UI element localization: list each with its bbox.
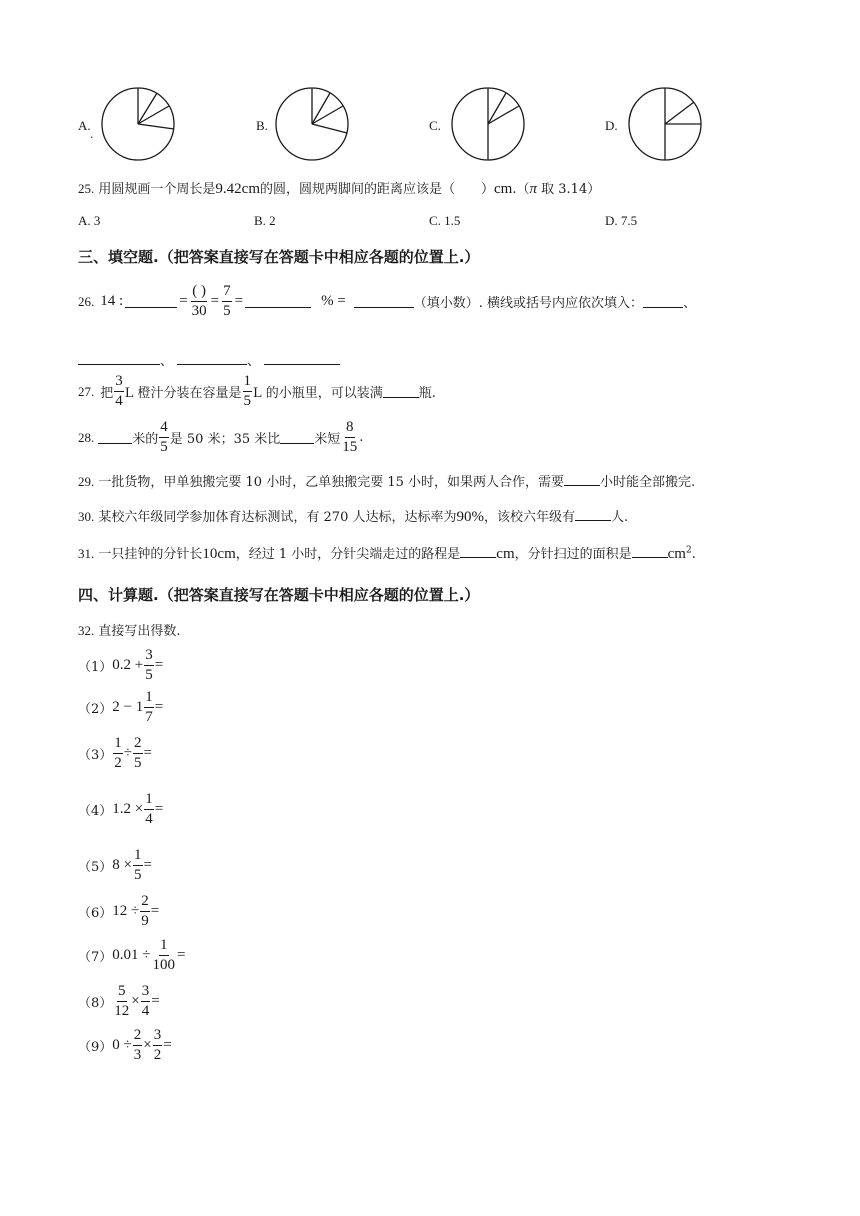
q26-ratio: 14 :	[100, 293, 124, 309]
q31-text: ，分针扫过的面积是	[514, 547, 632, 562]
equals-sign: =	[179, 293, 188, 309]
item-label: （9）	[78, 1040, 113, 1055]
calc-item-7	[78, 938, 185, 973]
circle-diagram-b	[274, 86, 354, 162]
fraction-denominator: 5	[223, 303, 231, 319]
q27-text: 把	[100, 386, 114, 401]
pi-symbol: π	[529, 181, 537, 197]
q28-text: .	[359, 430, 364, 445]
fraction-denominator: 15	[342, 439, 358, 455]
item-label: （4）	[78, 804, 113, 819]
item-label: （1）	[78, 660, 113, 675]
expr-part: 2 − 1	[112, 699, 144, 715]
fraction-numerator: 3	[153, 1028, 163, 1046]
q32-title: 直接写出得数.	[98, 624, 181, 639]
fraction	[113, 736, 123, 771]
question-28	[78, 420, 363, 455]
fraction-numerator: 3	[114, 374, 124, 392]
question-26	[78, 284, 696, 319]
answer-blank[interactable]	[280, 431, 314, 444]
percent-equals: % =	[321, 293, 346, 309]
answer-blank[interactable]	[245, 295, 311, 308]
fraction-1-5	[243, 374, 253, 409]
question-number: 26.	[78, 293, 95, 309]
option-d-label: D.	[605, 118, 618, 133]
q31-text: ，经过 1 小时，分针尖端走过的路程是	[235, 547, 461, 562]
answer-blank[interactable]	[264, 352, 340, 365]
question-27	[78, 374, 436, 409]
q25-value: 9.42cm	[215, 181, 260, 197]
item-label: （5）	[78, 860, 113, 875]
fraction-denominator: 12	[114, 1003, 130, 1019]
equals-sign: =	[143, 857, 152, 873]
expr-part: 12 ÷	[112, 903, 140, 919]
expr-part: 0.2 +	[112, 657, 144, 673]
fraction-8-15	[341, 420, 358, 455]
q28-text: 米的	[132, 432, 159, 447]
fraction-4-5	[159, 420, 169, 455]
equals-sign: =	[154, 699, 164, 715]
fraction-numerator: 7	[222, 284, 232, 302]
question-number: 32.	[78, 623, 95, 638]
question-29	[78, 471, 695, 490]
section-4-heading: 四、计算题.（把答案直接写在答题卡中相应各题的位置上.）	[78, 586, 480, 604]
expr-part: 0 ÷	[112, 1037, 132, 1053]
fraction-numerator: 1	[159, 938, 169, 956]
operator: ×	[131, 993, 140, 1009]
fraction-denominator: 3	[133, 1047, 142, 1063]
separator: 、	[247, 354, 261, 369]
q30-text: ，该校六年级有	[483, 510, 575, 525]
question-25	[78, 178, 600, 198]
unit-cm-squared: cm	[667, 546, 686, 562]
separator: 、	[160, 354, 174, 369]
equals-sign: =	[210, 293, 220, 309]
question-number: 27.	[78, 383, 95, 399]
question-number: 30.	[78, 509, 95, 524]
equals-sign: =	[234, 293, 244, 309]
q28-text: 是 50 米；35 米比	[169, 432, 281, 447]
q25-option-c: C. 1.5	[429, 213, 461, 228]
fraction-numerator: 4	[159, 420, 169, 438]
fraction-numerator: 3	[141, 984, 151, 1002]
equals-sign: =	[163, 1037, 172, 1053]
answer-blank[interactable]	[643, 295, 683, 308]
answer-blank[interactable]	[632, 545, 668, 558]
q26-instruction: （填小数）. 横线或括号内应依次填入：	[413, 296, 644, 311]
q25-unit: cm	[494, 181, 513, 197]
q25-option-a: A. 3	[78, 213, 101, 228]
answer-blank[interactable]	[78, 352, 160, 365]
q26-answer-line	[78, 350, 340, 369]
circle-diagram-c	[450, 86, 530, 162]
answer-blank[interactable]	[575, 508, 611, 521]
q25-option-b: B. 2	[254, 213, 276, 228]
section-3-heading: 三、填空题.（把答案直接写在答题卡中相应各题的位置上.）	[78, 248, 480, 266]
fraction	[153, 1028, 163, 1063]
equals-sign: =	[150, 903, 160, 919]
answer-blank[interactable]	[383, 385, 419, 398]
separator: 、	[683, 296, 697, 311]
circle-diagram-a	[100, 86, 180, 162]
fraction-numerator: 2	[133, 1028, 143, 1046]
fraction	[133, 848, 143, 883]
q25-pi-text: 取 3.14）	[537, 182, 601, 197]
q31-text: 一只挂钟的分针长	[98, 547, 203, 562]
q25-text-after: 的圆，圆规两脚间的距离应该是（	[259, 182, 455, 197]
expr-part: 0.01 ÷	[112, 947, 151, 963]
fraction-blank-over-30	[191, 284, 208, 319]
q31-length: 10cm	[202, 546, 236, 562]
fraction-denominator: 4	[115, 393, 123, 409]
q31-text: .	[691, 547, 696, 562]
option-c-label: C.	[429, 118, 441, 133]
fraction-numerator: 1	[113, 736, 123, 754]
item-label: （2）	[78, 702, 113, 717]
fraction-denominator: 7	[145, 709, 153, 725]
q27-text: L 的小瓶里，可以装满	[253, 386, 383, 401]
q29-text: 小时能全部搬完.	[600, 475, 696, 490]
expr-part: 1.2 ×	[112, 801, 144, 817]
answer-blank[interactable]	[460, 545, 496, 558]
fraction-denominator: 5	[145, 667, 153, 683]
calc-item-6	[78, 894, 159, 929]
q25-paren: ）	[481, 182, 495, 197]
option-a-label: A.	[78, 118, 91, 133]
unit-cm: cm	[496, 546, 515, 562]
equals-sign: =	[143, 745, 152, 761]
item-label: （3）	[78, 748, 113, 763]
fraction	[144, 690, 154, 725]
fraction	[144, 648, 154, 683]
fraction-denominator: 5	[134, 755, 142, 771]
calc-item-8	[78, 984, 160, 1019]
calc-item-1	[78, 648, 163, 683]
equals-sign: =	[177, 947, 186, 963]
equals-sign: =	[154, 801, 164, 817]
q25-tail: .（	[512, 182, 530, 197]
question-30	[78, 506, 628, 526]
fraction-numerator: 5	[117, 984, 127, 1002]
fraction	[152, 938, 177, 973]
fraction	[141, 984, 151, 1019]
q28-text: 米短	[314, 432, 341, 447]
answer-blank[interactable]	[125, 295, 177, 308]
fraction-denominator: 5	[160, 439, 168, 455]
calc-item-3	[78, 736, 152, 771]
calc-item-9	[78, 1028, 172, 1063]
answer-blank[interactable]	[177, 352, 247, 365]
fraction-denominator: 5	[243, 393, 252, 409]
equals-sign: =	[154, 657, 164, 673]
q30-text: 某校六年级同学参加体育达标测试，有 270 人达标，达标率为	[98, 510, 457, 525]
q27-text: 瓶.	[418, 386, 436, 401]
fraction-numerator: 1	[144, 792, 154, 810]
fraction	[133, 736, 143, 771]
fraction-7-5	[222, 284, 232, 319]
fraction-denominator: 100	[152, 957, 176, 973]
fraction-numerator: 1	[144, 690, 154, 708]
fraction-denominator: 2	[153, 1047, 162, 1063]
q30-text: 人.	[610, 510, 629, 525]
option-a-dot: .	[90, 126, 94, 141]
question-number: 25.	[78, 181, 95, 196]
q27-text: L 橙汁分装在容量是	[124, 386, 242, 401]
fraction-denominator: 2	[114, 755, 122, 771]
fraction-3-4	[114, 374, 124, 409]
calc-item-2	[78, 690, 163, 725]
item-label: （8）	[78, 996, 113, 1011]
circle-diagram-d	[627, 86, 707, 162]
fraction-numerator: 2	[140, 894, 150, 912]
question-31	[78, 543, 696, 563]
q30-percent: 90%	[456, 509, 484, 525]
fraction-numerator: 3	[144, 648, 154, 666]
fraction-numerator: 1	[133, 848, 143, 866]
fraction-denominator: 9	[141, 913, 149, 929]
fraction	[133, 1028, 143, 1063]
fraction-denominator: 4	[141, 1003, 150, 1019]
fraction-numerator: 2	[133, 736, 143, 754]
q25-text: 用圆规画一个周长是	[98, 182, 216, 197]
fraction-numerator[interactable]: ( )	[191, 284, 207, 302]
q29-text: 一批货物，甲单独搬完要 10 小时，乙单独搬完要 15 小时，如果两人合作，需要	[98, 475, 565, 490]
fraction-numerator: 8	[345, 420, 355, 438]
q25-option-d: D. 7.5	[605, 213, 638, 228]
answer-blank[interactable]	[354, 295, 414, 308]
equals-sign: =	[151, 993, 160, 1009]
question-number: 28.	[78, 429, 95, 445]
calc-item-5	[78, 848, 152, 883]
question-number: 29.	[78, 474, 95, 489]
operator: ×	[143, 1037, 152, 1053]
fraction-denominator: 30	[191, 303, 207, 319]
answer-blank[interactable]	[98, 431, 132, 444]
answer-blank[interactable]	[564, 473, 600, 486]
operator: ÷	[123, 745, 133, 761]
question-number: 31.	[78, 546, 95, 561]
fraction-numerator: 1	[243, 374, 253, 392]
calc-item-4	[78, 792, 163, 827]
expr-part: 8 ×	[112, 857, 132, 873]
fraction	[144, 792, 154, 827]
fraction	[140, 894, 150, 929]
item-label: （6）	[78, 906, 113, 921]
fraction-denominator: 4	[145, 811, 153, 827]
fraction-denominator: 5	[134, 867, 142, 883]
question-32	[78, 620, 181, 639]
item-label: （7）	[78, 950, 113, 965]
option-b-label: B.	[256, 118, 268, 133]
fraction	[113, 984, 130, 1019]
superscript-2: 2	[685, 545, 692, 556]
